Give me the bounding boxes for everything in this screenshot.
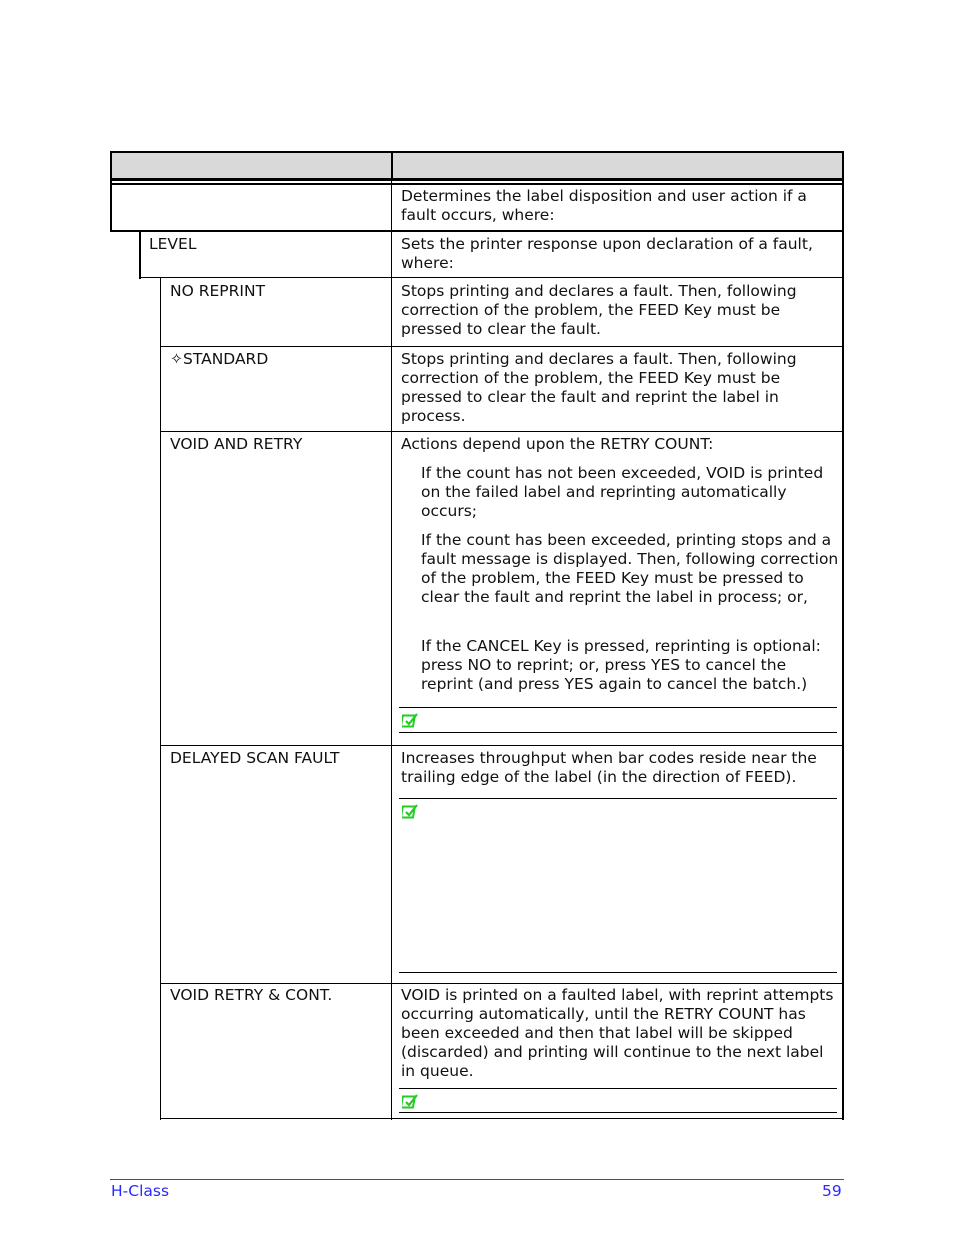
void-retry-cont-description: VOID is printed on a faulted label, with reprint attempts occurring automatically, until the RETRY COUNT has been exceeded and then that label will be skipped (discarded) and printing will continue to the next label in queue. bbox=[401, 986, 834, 1080]
void-and-retry-item-1: If the count has not been exceeded, VOID is printed on the failed label and reprinting automatically occurs; bbox=[421, 464, 824, 520]
top-row-description: Determines the label disposition and user action if a fault occurs, where: bbox=[401, 187, 807, 224]
void-retry-cont-label: VOID RETRY & CONT. bbox=[170, 986, 333, 1004]
standard-label: ✧STANDARD bbox=[170, 350, 269, 368]
note-checkbox-icon bbox=[402, 803, 420, 819]
void-and-retry-label: VOID AND RETRY bbox=[170, 435, 303, 453]
page-number: 59 bbox=[822, 1182, 842, 1200]
void-and-retry-item-2: If the count has been exceeded, printing stops and a fault message is displayed. Then, following correction of the problem, the FEED Key must be pressed to clear the fault and reprint the label in process; or, bbox=[421, 531, 839, 606]
note-checkbox-icon bbox=[402, 1093, 420, 1109]
delayed-scan-fault-description: Increases throughput when bar codes reside near the trailing edge of the label (in the direction of FEED). bbox=[401, 749, 817, 786]
no-reprint-label: NO REPRINT bbox=[170, 282, 266, 300]
note-checkbox-icon bbox=[402, 712, 420, 728]
void-and-retry-intro: Actions depend upon the RETRY COUNT: bbox=[401, 435, 714, 453]
standard-description: Stops printing and declares a fault. Then, following correction of the problem, the FEED Key must be pressed to clear the fault and reprint the label in process. bbox=[401, 350, 797, 425]
table-header-right bbox=[392, 151, 844, 179]
level-label: LEVEL bbox=[149, 235, 197, 253]
void-and-retry-item-3: If the CANCEL Key is pressed, reprinting is optional: press NO to reprint; or, press YES to cancel the reprint (and press YES again to cancel the batch.) bbox=[421, 637, 821, 693]
footer-rule bbox=[110, 1179, 844, 1180]
table-header-left bbox=[110, 151, 392, 179]
delayed-scan-fault-label: DELAYED SCAN FAULT bbox=[170, 749, 340, 767]
level-description: Sets the printer response upon declaration of a fault, where: bbox=[401, 235, 813, 272]
footer-title: H-Class bbox=[111, 1182, 170, 1200]
no-reprint-description: Stops printing and declares a fault. Then, following correction of the problem, the FEED Key must be pressed to clear the fault. bbox=[401, 282, 797, 338]
